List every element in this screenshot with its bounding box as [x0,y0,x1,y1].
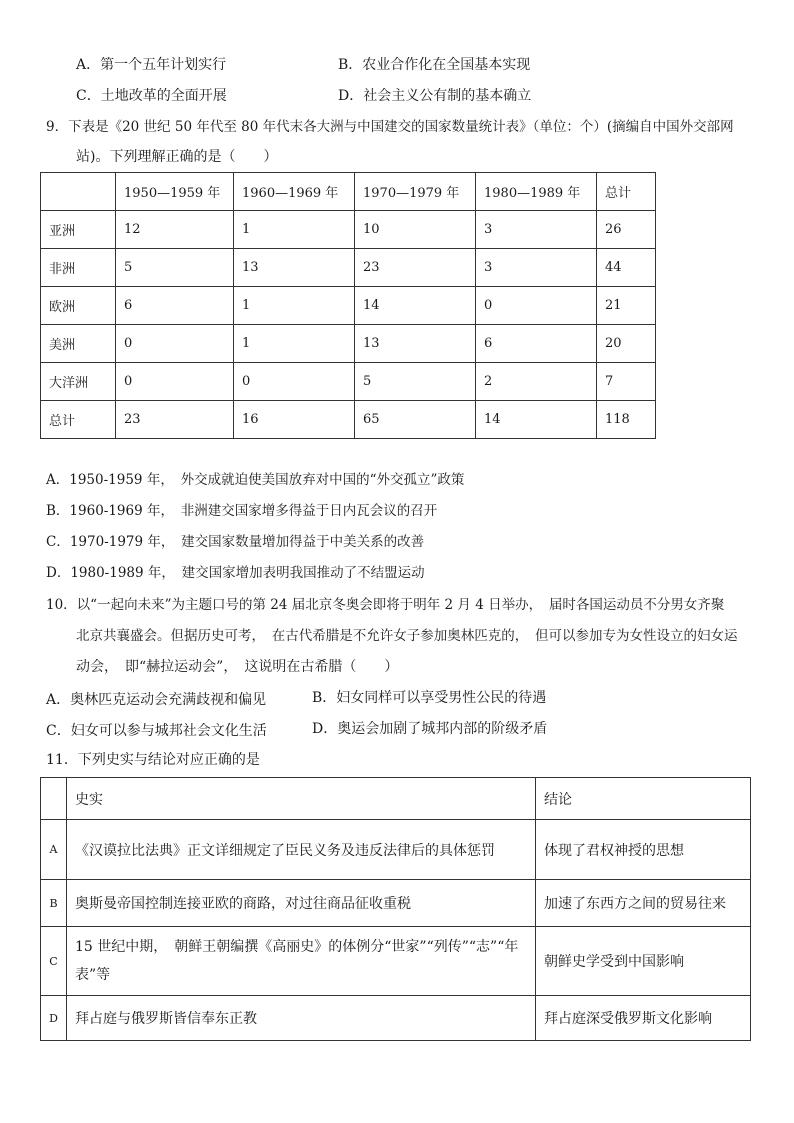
q10-option-c: C．妇女可以参与城邦社会文化生活 [46,723,267,739]
q9-table-cell: 65 [355,401,476,439]
q11-table-row [41,820,751,880]
q10-stem-line1: 10．以“一起向未来”为主题口号的第 24 届北京冬奥会即将于明年 2 月 4 日举办， 届时各国运动员不分男女齐聚 [46,597,725,613]
q11-row-label: D [41,996,67,1041]
q9-option-b: B．1960-1969 年， 非洲建交国家增多得益于日内瓦会议的召开 [46,503,438,519]
q9-table-cell: 2 [476,363,597,401]
q11-table [40,777,751,1041]
q10-stem-line2: 北京共襄盛会。但据历史可考， 在古代希腊是不允许女子参加奥林匹克的， 但可以参加专为女性设立的妇女运 [76,628,738,644]
q9-table-row [41,325,656,363]
q11-table-cell: 体现了君权神授的思想 [536,820,751,880]
q11-table-cell: 奥斯曼帝国控制连接亚欧的商路，对过往商品征收重税 [67,880,536,927]
q8-option-d: D．社会主义公有制的基本确立 [338,88,532,104]
q11-table-cell: 15 世纪中期， 朝鲜王朝编撰《高丽史》的体例分“世家”“列传”“志”“年表”等 [67,927,536,996]
q9-table-cell: 10 [355,211,476,249]
q11-row-label: C [41,927,67,996]
q9-table-cell: 14 [355,287,476,325]
q9-table-row [41,249,656,287]
q9-table-cell: 3 [476,249,597,287]
q9-table-cell: 0 [116,363,234,401]
q11-table-cell: 拜占庭深受俄罗斯文化影响 [536,996,751,1041]
q9-table-header-cell: 1950—1959 年 [116,173,234,211]
q9-table-cell: 14 [476,401,597,439]
q11-row-label: A [41,820,67,880]
q9-table-cell: 1 [234,287,355,325]
q11-table-cell: 朝鲜史学受到中国影响 [536,927,751,996]
q11-table-row [41,996,751,1041]
q10-stem-line3: 动会， 即“赫拉运动会”， 这说明在古希腊（ ） [76,659,399,675]
q9-table-cell: 0 [476,287,597,325]
q9-table-cell: 13 [355,325,476,363]
q10-option-d: D．奥运会加剧了城邦内部的阶级矛盾 [312,721,548,737]
q9-table-cell: 总计 [41,401,116,439]
q9-table-cell: 1 [234,211,355,249]
q9-table-cell: 6 [476,325,597,363]
q9-table-cell: 7 [597,363,656,401]
q9-table-cell: 亚洲 [41,211,116,249]
q9-table-cell: 23 [116,401,234,439]
q9-table-cell: 12 [116,211,234,249]
q11-table-row [41,880,751,927]
q9-stem-line1: 9．下表是《20 世纪 50 年代至 80 年代末各大洲与中国建交的国家数量统计表》（单位：个）(摘编自中国外交部网 [46,119,734,135]
q9-table-cell: 44 [597,249,656,287]
q9-option-a: A．1950-1959 年， 外交成就迫使美国放弃对中国的“外交孤立”政策 [46,472,465,488]
q11-table-header-cell: 结论 [536,778,751,820]
q9-stem-line2: 站)。下列理解正确的是（ ） [76,149,278,165]
q8-option-b: B．农业合作化在全国基本实现 [338,57,531,73]
q9-table-cell: 26 [597,211,656,249]
q9-table-cell: 0 [234,363,355,401]
q9-table-cell: 大洋洲 [41,363,116,401]
q10-option-a: A．奥林匹克运动会充满歧视和偏见 [46,692,267,708]
q11-table-row [41,927,751,996]
q9-table-cell: 23 [355,249,476,287]
q9-table-cell: 欧洲 [41,287,116,325]
q9-table [40,172,656,439]
q11-table-header-row [41,778,751,820]
q9-table-cell: 21 [597,287,656,325]
q11-stem: 11．下列史实与结论对应正确的是 [46,752,260,768]
q9-table-cell: 6 [116,287,234,325]
q9-table-row [41,363,656,401]
q9-table-cell: 0 [116,325,234,363]
q9-option-d: D．1980-1989 年， 建交国家增加表明我国推动了不结盟运动 [46,565,425,581]
q11-table-cell: 拜占庭与俄罗斯皆信奉东正教 [67,996,536,1041]
q11-table-cell: 加速了东西方之间的贸易往来 [536,880,751,927]
q9-table-header-cell: 1970—1979 年 [355,173,476,211]
q9-table-cell: 20 [597,325,656,363]
q9-table-cell: 16 [234,401,355,439]
q9-table-cell: 13 [234,249,355,287]
q11-row-label: B [41,880,67,927]
q9-table-cell: 3 [476,211,597,249]
q9-table-header-row [41,173,656,211]
q9-table-row [41,401,656,439]
q9-table-header-cell: 1980—1989 年 [476,173,597,211]
q9-table-row [41,211,656,249]
q9-table-cell: 5 [116,249,234,287]
q9-table-header-cell: 1960—1969 年 [234,173,355,211]
q9-table-header-cell [41,173,116,211]
q9-table-header-cell: 总计 [597,173,656,211]
q9-option-c: C．1970-1979 年， 建交国家数量增加得益于中美关系的改善 [46,534,425,550]
q10-option-b: B．妇女同样可以享受男性公民的待遇 [312,690,547,706]
q11-table-cell: 《汉谟拉比法典》正文详细规定了臣民义务及违反法律后的具体惩罚 [67,820,536,880]
q9-table-row [41,287,656,325]
q9-table-cell: 非洲 [41,249,116,287]
q11-table-header-cell [41,778,67,820]
q9-table-cell: 美洲 [41,325,116,363]
q9-table-cell: 118 [597,401,656,439]
q8-option-c: C．土地改革的全面开展 [76,88,227,104]
q9-table-cell: 1 [234,325,355,363]
q11-table-header-cell: 史实 [67,778,536,820]
q8-option-a: A．第一个五年计划实行 [76,57,227,73]
q9-table-cell: 5 [355,363,476,401]
